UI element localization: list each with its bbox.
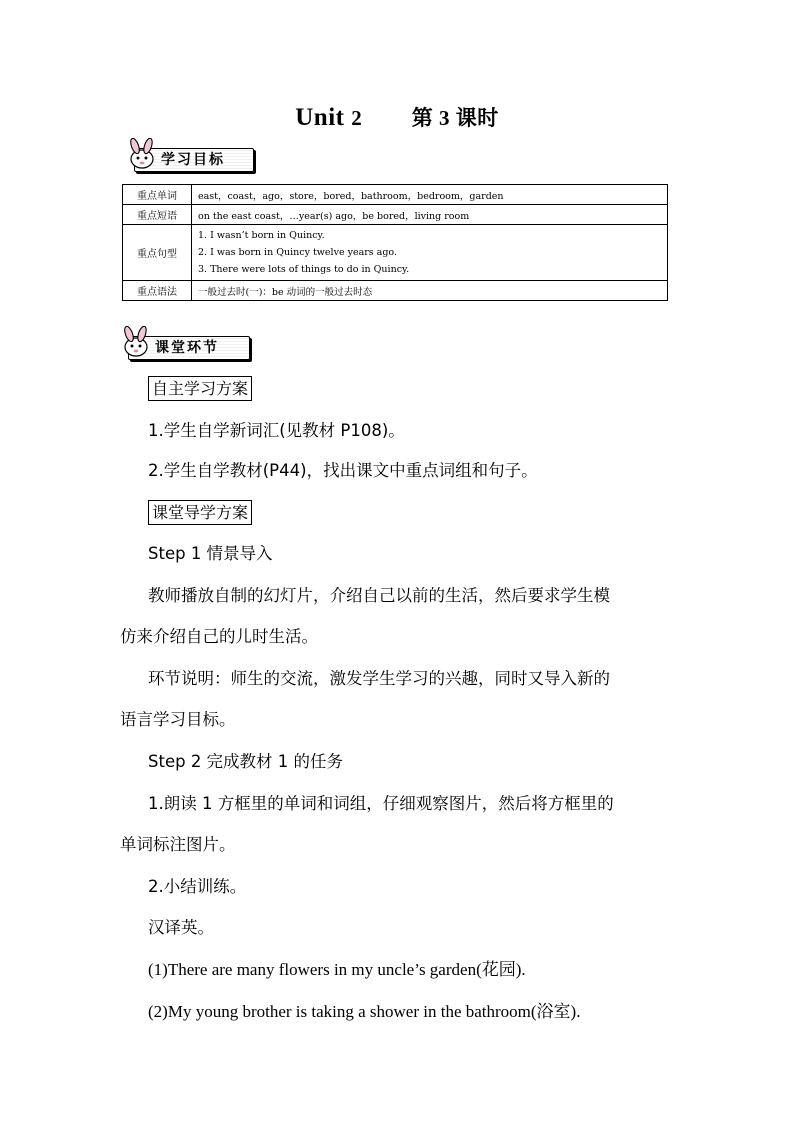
section-self-study: 自主学习方案 [148, 376, 252, 401]
step1-paragraph-line: 教师播放自制的幻灯片，介绍自己以前的生活，然后要求学生模 [148, 586, 610, 605]
step2-paragraph-line: 1.朗读 1 方框里的单词和词组，仔细观察图片，然后将方框里的 [148, 794, 614, 813]
class-banner [118, 330, 242, 360]
self-study-item: 2.学生自学教材(P44)，找出课文中重点词组和句子。 [148, 461, 538, 480]
goals-banner-label: 学习目标 [134, 148, 254, 172]
table-row [123, 205, 668, 225]
page-title [0, 102, 794, 132]
table-row [123, 185, 668, 205]
title-lesson: 第 3 课时 [411, 106, 499, 130]
step2-summary: 2.小结训练。 [148, 877, 247, 896]
goals-label-words: 重点单词 [123, 185, 192, 205]
goals-label-phrases: 重点短语 [123, 205, 192, 225]
rabbit-mascot-icon [118, 326, 154, 360]
sentence-line: 3. There were lots of things to do in Quincy. [198, 264, 410, 275]
class-banner-label: 课堂环节 [128, 336, 250, 360]
goals-content-grammar: 一般过去时(一)：be 动词的一般过去时态 [192, 281, 668, 301]
goals-banner [124, 142, 248, 172]
goals-label-grammar: 重点语法 [123, 281, 192, 301]
goals-content-sentences [192, 225, 668, 281]
sentence-line: 1. I wasn’t born in Quincy. [198, 230, 325, 241]
step1-heading: Step 1 情景导入 [148, 544, 273, 563]
step2-paragraph-line: 单词标注图片。 [120, 835, 236, 854]
goals-label-sentences: 重点句型 [123, 225, 192, 281]
table-row [123, 281, 668, 301]
table-row [123, 225, 668, 281]
title-unit-number: 2 [351, 106, 363, 130]
sentence-line: 2. I was born in Quincy twelve years ago. [198, 247, 397, 258]
goals-content-phrases: on the east coast，…year(s) ago，be bored，living room [192, 205, 668, 225]
step1-paragraph-line: 仿来介绍自己的儿时生活。 [120, 627, 318, 646]
step2-instruction: 汉译英。 [148, 918, 214, 937]
step2-heading: Step 2 完成教材 1 的任务 [148, 752, 344, 771]
step1-note-line: 语言学习目标。 [120, 710, 236, 729]
rabbit-mascot-icon [124, 138, 160, 172]
self-study-item: 1.学生自学新词汇(见教材 P108)。 [148, 421, 405, 440]
section-classroom: 课堂导学方案 [148, 500, 252, 525]
title-unit: Unit [295, 104, 345, 131]
exercise-item: (1)There are many flowers in my uncle’s garden(花园). [148, 960, 526, 979]
goals-content-words: east，coast，ago，store，bored，bathroom，bedroom，garden [192, 185, 668, 205]
goals-table [122, 184, 668, 301]
exercise-item: (2)My young brother is taking a shower in the bathroom(浴室). [148, 1002, 581, 1021]
step1-note-line: 环节说明：师生的交流，激发学生学习的兴趣，同时又导入新的 [148, 669, 610, 688]
